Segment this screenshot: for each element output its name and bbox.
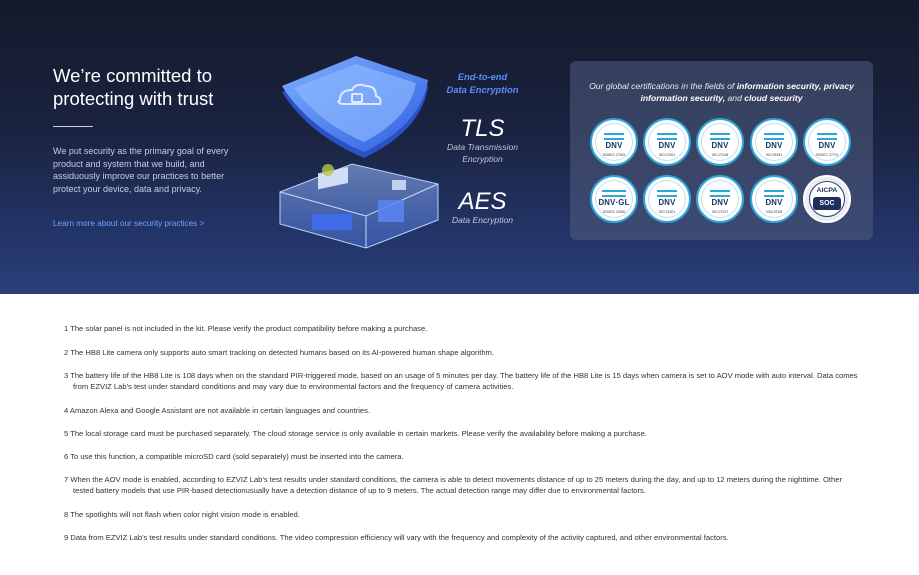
cert-badge-label: DNV <box>765 198 783 207</box>
cert-badge <box>643 118 691 166</box>
cert-badge-label: DNV <box>711 198 729 207</box>
aicpa-seal <box>809 181 845 217</box>
hero-title: We’re committed to protecting with trust <box>53 65 214 109</box>
shield-house-illustration <box>268 52 453 252</box>
dnv-bars-icon <box>764 133 784 140</box>
tls-sub-line2: Encryption <box>462 153 503 164</box>
dnv-bars-icon <box>657 133 677 140</box>
dnv-bars-icon <box>602 190 626 197</box>
cert-badge <box>750 175 798 223</box>
dnv-bars-icon <box>604 133 624 140</box>
footnote-item: 5 The local storage card must be purchased separately. The cloud storage service is only available in certain markets. Please verify the availability before making a purchase. <box>64 429 647 438</box>
certifications-intro <box>582 80 861 104</box>
dnv-bars-icon <box>817 133 837 140</box>
footnote-item: 8 The spotlights will not flash when color night vision mode is enabled. <box>64 510 300 519</box>
cert-badge-standard: ISO 27018 <box>711 153 729 157</box>
cert-badge-standard: CSA STAR <box>765 210 783 214</box>
cert-intro-mid: and <box>725 93 745 103</box>
footnote-item: 7 When the AOV mode is enabled, according to EZVIZ Lab's test results under standard conditions, the camera is able to detect movements distance of up to 25 meters during the day, and up to 12 meters during the nighttime. Other tested battery models that use PIR-based detectionusually have a detection distance of up to 9 meters. The actual detection range may differ due to environmental factors. <box>64 475 842 495</box>
glass-house-icon <box>280 164 438 248</box>
cert-badge <box>643 175 691 223</box>
aes-sub-line1: Data Encryption <box>451 215 514 225</box>
dnv-bars-icon <box>710 133 730 140</box>
aicpa-soc-label: SOC <box>813 197 841 210</box>
cert-badge-label: DNV·GL <box>598 198 630 207</box>
aes-block <box>430 189 535 227</box>
cert-badge-label: DNV <box>711 141 729 150</box>
dnv-bars-icon <box>710 190 730 197</box>
dnv-bars-icon <box>764 190 784 197</box>
cert-intro-prefix: Our global certifications in the fields of <box>589 81 737 91</box>
aicpa-logo: AICPA <box>816 187 838 194</box>
cert-badge-standard: ISO/IEC 27701 <box>815 153 839 157</box>
cert-badge-standard: ISO 29151 <box>765 153 783 157</box>
cert-badge <box>750 118 798 166</box>
aicpa-soc-badge <box>803 175 851 223</box>
cert-badge-label: DNV <box>605 141 623 150</box>
cert-badge-label: DNV <box>658 198 676 207</box>
cert-intro-bold1: information security, privacy information security, <box>640 81 854 103</box>
e2e-line1: End-to-end <box>457 71 508 82</box>
cert-badge-label: DNV <box>658 141 676 150</box>
cert-badge <box>803 118 851 166</box>
cert-badge-label: DNV <box>765 141 783 150</box>
cert-intro-bold2: cloud security <box>744 93 803 103</box>
footnote-item: 2 The HB8 Lite camera only supports auto smart tracking on detected humans based on its AI-powered human shape algorithm. <box>64 348 494 357</box>
cert-badge-standard: ISO 22301 <box>658 210 676 214</box>
tls-sub-line1: Data Transmission <box>447 142 518 152</box>
cert-badge-standard: ISO 27017 <box>711 210 729 214</box>
hero-description: We put security as the primary goal of every product and system that we build, and assiduously improve our practices to better protect your device, data and privacy. <box>53 146 229 194</box>
footnote-item: 6 To use this function, a compatible microSD card (sold separately) must be inserted into the camera. <box>64 452 404 461</box>
cert-badge <box>590 118 638 166</box>
tls-title: TLS <box>460 115 505 142</box>
cert-badge-standard: ISO/IEC 27001 <box>602 153 626 157</box>
e2e-encryption-block <box>430 70 535 96</box>
aes-title: AES <box>458 188 507 215</box>
security-practices-link[interactable]: Learn more about our security practices > <box>53 219 205 228</box>
hero-divider <box>53 126 93 127</box>
footnote-item: 4 Amazon Alexa and Google Assistant are not available in certain languages and countries. <box>64 406 371 415</box>
dnv-bars-icon <box>657 190 677 197</box>
tls-block <box>430 116 535 165</box>
cert-badge <box>696 175 744 223</box>
cert-badge <box>696 118 744 166</box>
cert-badge <box>590 175 638 223</box>
certifications-panel <box>570 61 873 240</box>
footnote-item: 1 The solar panel is not included in the kit. Please verify the product compatibility before making a purchase. <box>64 324 428 333</box>
cert-badge-standard: ISO/IEC 20000 <box>602 210 626 214</box>
footnote-item: 3 The battery life of the HB8 Lite is 108 days when on the standard PIR-triggered mode, based on an usage of 5 minutes per day. The battery life of the HB8 Lite is 15 days when camera is set to AOV mode with auto interval. Data comes from EZVIZ Lab's test under standard conditions and may vary due to environmental factors and the frequency of camera activities. <box>64 371 858 391</box>
footnote-item: 9 Data from EZVIZ Lab's test results under standard conditions. The video compression efficiency will vary with the frequency and complexity of the activity captured, and other environmental factors. <box>64 533 729 542</box>
cert-badge-standard: ISO 27001 <box>658 153 676 157</box>
shield-icon <box>282 56 428 158</box>
e2e-line2: Data Encryption <box>446 84 519 95</box>
cert-badge-label: DNV <box>818 141 836 150</box>
